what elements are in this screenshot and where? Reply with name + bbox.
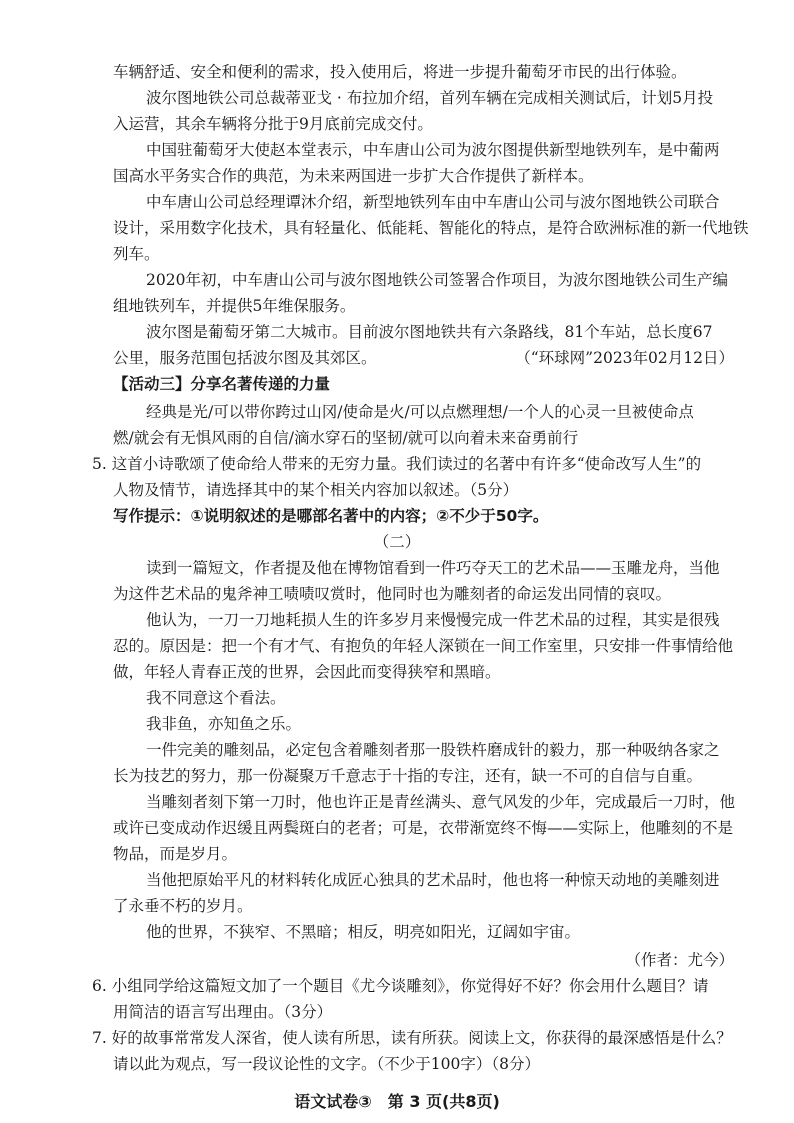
article-paragraph-1-line-1: 读到一篇短文，作者提及他在博物馆看到一件巧夺天工的艺术品——玉雕龙舟，当他 (146, 559, 720, 577)
question-5-line-2: 人物及情节，请选择其中的某个相关内容加以叙述。（5分） (113, 481, 519, 499)
article-paragraph-2-line-3: 做，年轻人青春正茂的世界，会因此而变得狭窄和黑暗。 (113, 663, 501, 681)
news-paragraph-6-line-1: 波尔图是葡萄牙第二大城市。目前波尔图地铁共有六条路线，81个车站，总长度67 (146, 323, 713, 341)
news-paragraph-3-line-1: 中国驻葡萄牙大使赵本堂表示，中车唐山公司为波尔图提供新型地铁列车，是中葡两 (146, 141, 720, 159)
article-paragraph-8: 他的世界，不狭窄、不黑暗；相反，明亮如阳光，辽阔如宇宙。 (146, 923, 581, 941)
article-paragraph-5-line-2: 长为技艺的努力，那一份凝聚万千意志于十指的专注，还有，缺一不可的自信与自重。 (113, 767, 703, 785)
article-paragraph-6-line-3: 物品，而是岁月。 (113, 845, 238, 863)
news-paragraph-4-line-2: 设计，采用数字化技术，具有轻量化、低能耗、智能化的特点，是符合欧洲标准的新一代地铁 (113, 219, 749, 237)
section-2-title: （二） (373, 533, 421, 551)
article-paragraph-6-line-2: 或许已变成动作迟缓且两鬓斑白的老者；可是，衣带渐宽终不悔——实际上，他雕刻的不是 (113, 819, 734, 837)
article-paragraph-7-line-2: 了永垂不朽的岁月。 (113, 897, 253, 915)
question-7-line-1: 7. 好的故事常常发人深省，使人读有所思，读有所获。阅读上文，你获得的最深感悟是什么？ (92, 1029, 732, 1047)
question-6-line-2: 用简洁的语言写出理由。（3分） (113, 1003, 333, 1021)
news-paragraph-5-line-1: 2020年初，中车唐山公司与波尔图地铁公司签署合作项目，为波尔图地铁公司生产编 (146, 271, 728, 289)
news-source: （“环球网”2023年02月12日） (515, 349, 734, 367)
article-paragraph-6-line-1: 当雕刻者刻下第一刀时，他也许正是青丝满头、意气风发的少年，完成最后一刀时，他 (146, 793, 736, 811)
poem-line-1: 经典是光/可以带你跨过山冈/使命是火/可以点燃理想/一个人的心灵一旦被使命点 (146, 403, 694, 421)
poem-line-2: 燃/就会有无惧风雨的自信/滴水穿石的坚韧/就可以向着未来奋勇前行 (113, 429, 579, 447)
news-paragraph-5-line-2: 组地铁列车，并提供5年维保服务。 (113, 297, 356, 315)
news-paragraph-6-line-2: 公里，服务范围包括波尔图及其郊区。 (113, 349, 377, 367)
article-paragraph-3: 我不同意这个看法。 (146, 689, 286, 707)
question-7-line-2: 请以此为观点，写一段议论性的文字。（不少于100字）（8分） (113, 1055, 540, 1073)
article-author: （作者：尤今） (625, 951, 734, 969)
news-paragraph-4-line-3: 列车。 (113, 245, 160, 263)
page-footer: 语文试卷③ 第 3 页(共8页) (294, 1092, 500, 1111)
news-paragraph-4-line-1: 中车唐山公司总经理谭沐介绍，新型地铁列车由中车唐山公司与波尔图地铁公司联合 (146, 193, 720, 211)
news-paragraph-1-line-1: 车辆舒适、安全和便利的需求，投入使用后，将进一步提升葡萄牙市民的出行体验。 (113, 63, 687, 81)
news-paragraph-2-line-1: 波尔图地铁公司总裁蒂亚戈 · 布拉加介绍，首列车辆在完成相关测试后，计划5月投 (146, 89, 714, 107)
article-paragraph-7-line-1: 当他把原始平凡的材料转化成匠心独具的艺术品时，他也将一种惊天动地的美雕刻进 (146, 871, 720, 889)
activity-3-heading: 【活动三】分享名著传递的力量 (113, 375, 331, 393)
article-paragraph-1-line-2: 为这件艺术品的鬼斧神工啧啧叹赏时，他同时也为雕刻者的命运发出同情的哀叹。 (113, 585, 672, 603)
article-paragraph-2-line-1: 他认为，一刀一刀地耗损人生的许多岁月来慢慢完成一件艺术品的过程，其实是很残 (146, 611, 720, 629)
question-5-writing-hint: 写作提示：①说明叙述的是哪部名著中的内容；②不少于50字。 (113, 507, 549, 525)
article-paragraph-2-line-2: 忍的。原因是：把一个有才气、有抱负的年轻人深锁在一间工作室里，只安排一件事情给他 (113, 637, 734, 655)
news-paragraph-3-line-2: 国高水平务实合作的典范，为未来两国进一步扩大合作提供了新样本。 (113, 167, 594, 185)
question-5-line-1: 5. 这首小诗歌颂了使命给人带来的无穷力量。我们读过的名著中有许多“使命改写人生”的 (92, 455, 702, 473)
article-paragraph-5-line-1: 一件完美的雕刻品，必定包含着雕刻者那一股铁杵磨成针的毅力，那一种吸纳各家之 (146, 741, 720, 759)
news-paragraph-2-line-2: 入运营，其余车辆将分批于9月底前完成交付。 (113, 115, 433, 133)
question-6-line-1: 6. 小组同学给这篇短文加了一个题目《尤今谈雕刻》，你觉得好不好？你会用什么题目？请 (92, 977, 709, 995)
article-paragraph-4: 我非鱼，亦知鱼之乐。 (146, 715, 302, 733)
